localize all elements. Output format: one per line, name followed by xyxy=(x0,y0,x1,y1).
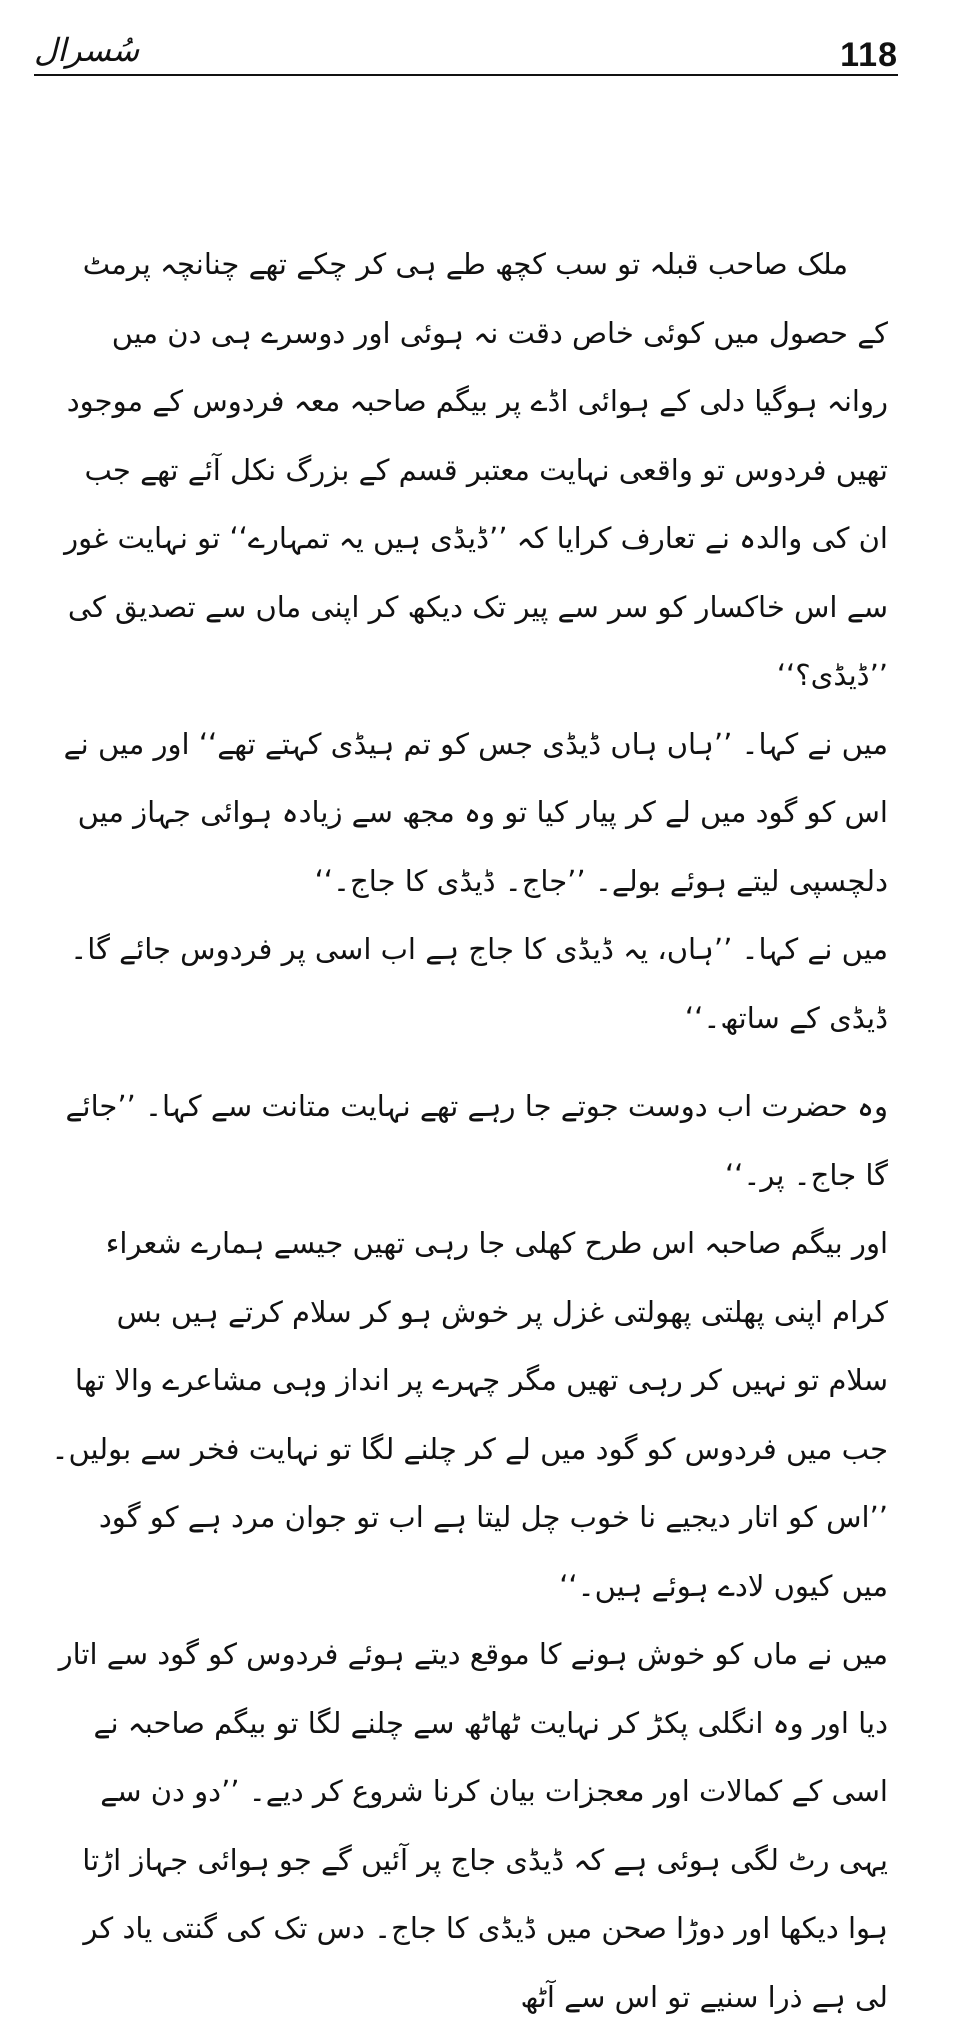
page-number: 118 xyxy=(840,36,898,74)
paragraph-6: میں نے ماں کو خوش ہونے کا موقع دیتے ہوئے فردوس کو گود سے اتار دیا اور وہ انگلی پکڑ کر نہایت ٹھاٹھ سے چلنے لگا تو بیگم صاحبہ نے اسی کے کمالات اور معجزات بیان کرنا شروع کر دیے۔ ’’دو دن سے یہی رٹ لگی ہوئی ہے کہ ڈیڈی جاج پر آئیں گے جو ہوائی جہاز اڑتا ہوا دیکھا اور دوڑا صحن میں ڈیڈی کا جاج۔ دس تک کی گنتی یاد کر لی ہے ذرا سنیے تو اس سے آٹھ xyxy=(58,1637,888,2014)
paragraph-3: میں نے کہا۔ ’’ہاں، یہ ڈیڈی کا جاج ہے اب اسی پر فردوس جائے گا۔ ڈیڈی کے ساتھ۔‘‘ xyxy=(70,932,888,1035)
paragraph-5: اور بیگم صاحبہ اس طرح کھلی جا رہی تھیں جیسے ہمارے شعراء کرام اپنی پھلتی پھولتی غزل پر خوش ہو کر سلام کرتے ہیں بس سلام تو نہیں کر رہی تھیں مگر چہرے پر انداز وہی مشاعرے والا تھا جب میں فردوس کو گود میں لے کر چلنے لگا تو نہایت فخر سے بولیں۔ ’’اس کو اتار دیجیے نا خوب چل لیتا ہے اب تو جوان مرد ہے کو گود میں کیوں لادے ہوئے ہیں۔‘‘ xyxy=(51,1226,888,1603)
page-header xyxy=(34,14,898,76)
header-divider xyxy=(34,74,898,76)
paragraph-2: میں نے کہا۔ ’’ہاں ہاں ڈیڈی جس کو تم ہیڈی کہتے تھے‘‘ اور میں نے اس کو گود میں لے کر پیار کیا تو وہ مجھ سے زیادہ ہوائی جہاز میں دلچسپی لیتے ہوئے بولے۔ ’’جاج۔ ڈیڈی کا جاج۔‘‘ xyxy=(63,726,888,898)
paragraph-4: وہ حضرت اب دوست جوتے جا رہے تھے نہایت متانت سے کہا۔ ’’جائے گا جاج۔ پر۔‘‘ xyxy=(65,1089,888,1192)
running-title: سُسرال xyxy=(34,31,140,69)
paragraph-1: ملک صاحب قبلہ تو سب کچھ طے ہی کر چکے تھے چنانچہ پرمٹ کے حصول میں کوئی خاص دقت نہ ہوئی اور دوسرے ہی دن میں روانہ ہوگیا دلی کے ہوائی اڈے پر بیگم صاحبہ معہ فردوس کے موجود تھیں فردوس تو واقعی نہایت معتبر قسم کے بزرگ نکل آئے تھے جب ان کی والدہ نے تعارف کرایا کہ ’’ڈیڈی ہیں یہ تمہارے‘‘ تو نہایت غور سے اس خاکسار کو سر سے پیر تک دیکھ کر اپنی ماں سے تصدیق کی ’’ڈیڈی؟‘‘ xyxy=(64,247,888,692)
page-body xyxy=(50,230,888,2031)
